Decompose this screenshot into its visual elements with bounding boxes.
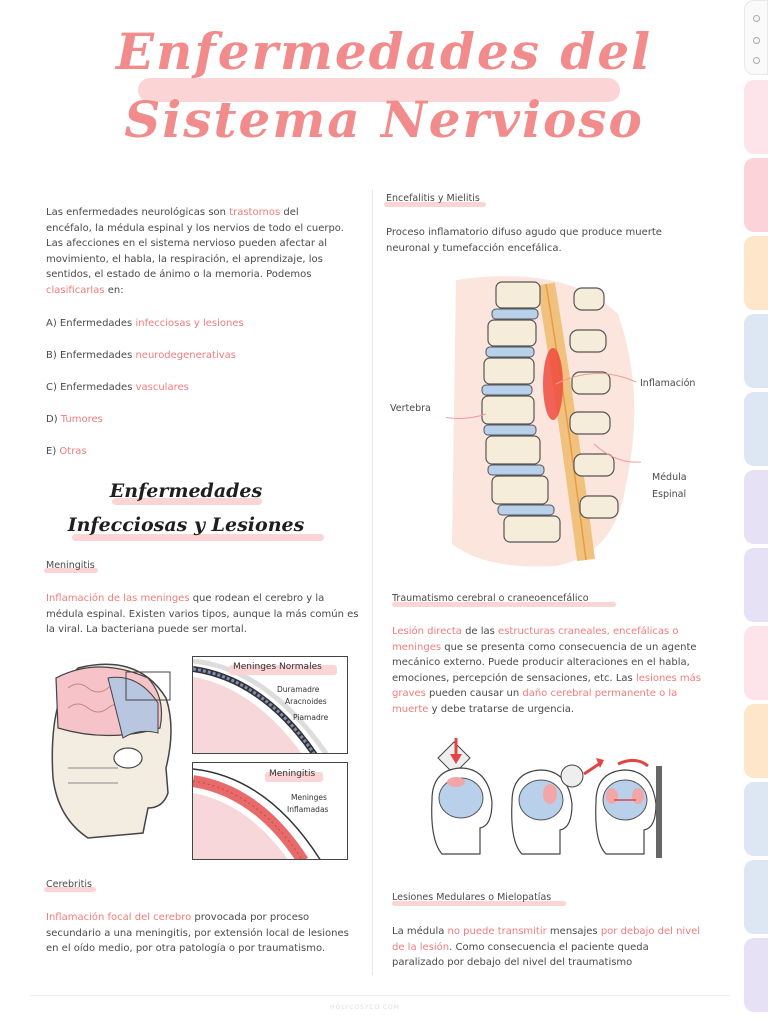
tab-10[interactable] [744,782,768,856]
meninges-inflamed-figure [192,762,348,860]
page-title-line1: Enfermedades del [115,22,653,81]
meningitis-heading: Meningitis [46,560,95,571]
tab-5[interactable] [744,392,768,466]
meninges-normal-figure [192,656,348,754]
tab-1[interactable] [744,80,768,154]
list-item: B) Enfermedades neurodegenerativas [46,350,236,361]
label-espinal: Espinal [652,489,687,500]
tab-2[interactable] [744,158,768,232]
inflamed-label: Inflamadas [287,805,329,814]
column-divider [372,190,373,975]
page-title-line2: Sistema Nervioso [124,90,644,149]
trauma-paragraph: Lesión directa de las estructuras craneales, encefálicas o meninges que se presenta como consecuencia de un agente mecánico externo. Puede producir alteraciones en el habla, emociones, percepción de sensaciones, etc. Las lesiones más graves pueden causar un daño cerebral permanente o la muerte y debe tratarse de urgencia. [392,626,701,715]
trauma-illustration [424,730,674,860]
inflamed-title: Meningitis [269,769,316,779]
watermark: HOLYCOSYCO.COM [330,1004,400,1011]
medulares-heading: Lesiones Medulares o Mielopatías [392,892,552,903]
cerebritis-paragraph: Inflamación focal del cerebro provocada por proceso secundario a una meningitis, por extensión local de lesiones en el oído medio, por otra patología o por traumatismo. [46,912,349,954]
section-title-line2: Infecciosas y Lesiones [67,514,305,536]
list-item: A) Enfermedades infecciosas y lesiones [46,318,244,329]
normal-title: Meninges Normales [233,662,322,672]
page-bottom-border [30,995,730,996]
tab-12[interactable] [744,938,768,1012]
trauma-heading: Traumatismo cerebral o craneoencefálico [392,593,589,604]
dot-icon [753,15,760,22]
list-item: C) Enfermedades vasculares [46,382,189,393]
medulares-paragraph: La médula no puede transmitir mensajes por debajo del nivel de la lesión. Como consecuencia el paciente queda paralizado por debajo del nivel del traumatismo [392,926,701,968]
tab-7[interactable] [744,548,768,622]
section-title-line1: Enfermedades [109,480,263,502]
list-item: D) Tumores [46,414,103,425]
label-vertebra: Vertebra [390,403,431,414]
skull-illustration [48,658,178,848]
notebook-tabs [742,0,768,1024]
encefalitis-heading: Encefalitis y Mielitis [386,193,480,204]
tab-11[interactable] [744,860,768,934]
encefalitis-paragraph: Proceso inflamatorio difuso agudo que produce muerte neuronal y tumefacción encefálica. [386,227,662,254]
tab-6[interactable] [744,470,768,544]
list-item: E) Otras [46,446,87,457]
tab-4[interactable] [744,314,768,388]
tab-8[interactable] [744,626,768,700]
cerebritis-heading: Cerebritis [46,879,92,890]
tab-9[interactable] [744,704,768,778]
dot-icon [753,57,760,64]
layer-label: Piamadre [293,713,329,722]
tab-3[interactable] [744,236,768,310]
tab-home[interactable] [744,0,768,75]
inflamed-label: Meninges [291,793,327,802]
layer-label: Aracnoides [285,697,327,706]
intro-paragraph: Las enfermedades neurológicas son trastornos del encéfalo, la médula espinal y los nervios de todo el cuerpo. Las afecciones en el sistema nervioso pueden afectar al movimiento, el habla, la respiración, el aprendizaje, los sentidos, el estado de ánimo o la memoria. Podemos clasificarlas en: [46,207,344,296]
label-inflamacion: Inflamación [640,378,696,389]
label-medula: Médula [652,472,687,483]
layer-label: Duramadre [277,685,320,694]
spine-illustration [446,274,646,570]
meningitis-paragraph: Inflamación de las meninges que rodean el cerebro y la médula espinal. Existen varios tipos, aunque la más común es la viral. La bacteriana puede ser mortal. [46,593,359,635]
dot-icon [753,37,760,44]
